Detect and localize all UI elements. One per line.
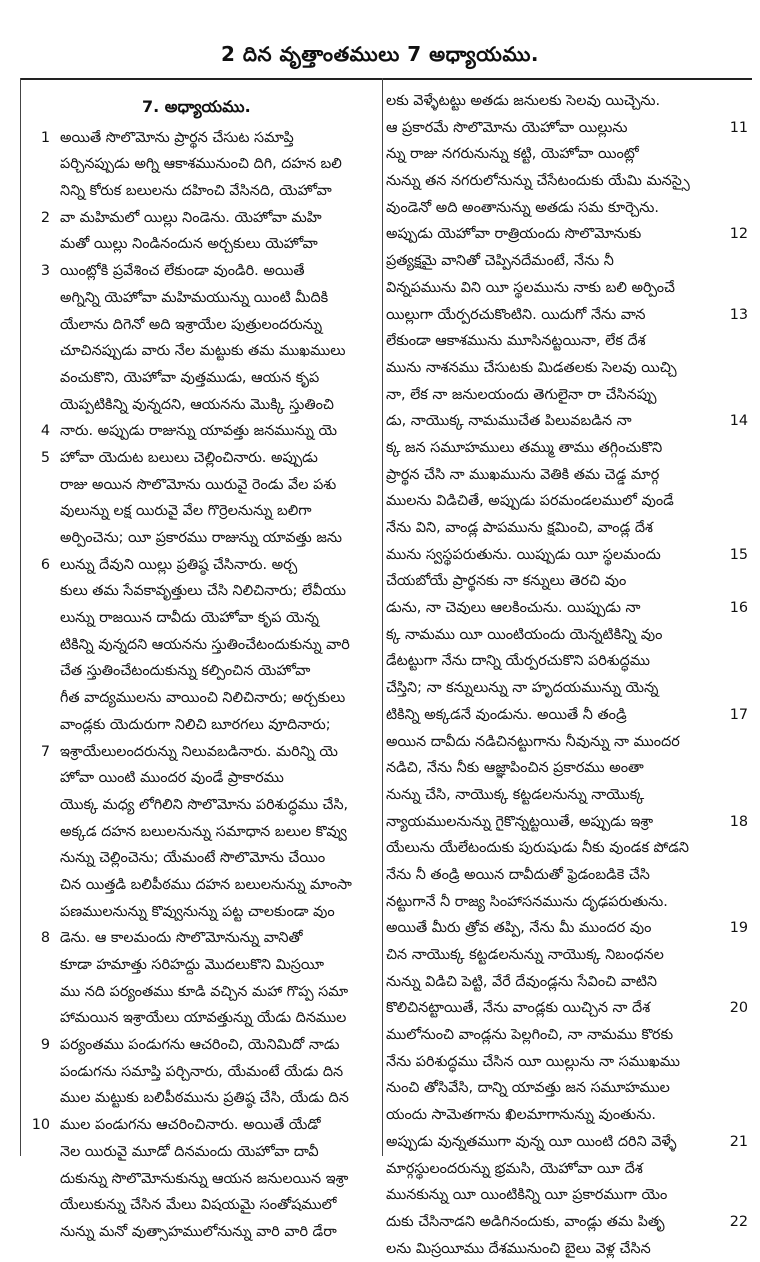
text-line xyxy=(386,1022,748,1049)
verse-number: 19 xyxy=(729,920,748,937)
text-line xyxy=(386,328,748,355)
text-line xyxy=(386,195,748,222)
line-text: నేను విని, వాండ్ల పాపమును క్షమించి, వాండ్ల దేశ xyxy=(386,520,653,536)
text-line xyxy=(386,302,748,329)
line-text: యేలాను దిగెనో అది ఇశ్రాయేల పుత్రులందరున్ను xyxy=(60,316,323,333)
verse-number: 1 xyxy=(40,129,50,146)
line-text: కొలిచినట్టాయితే, నేను వాండ్లకు యిచ్చిన నా దేశ xyxy=(386,1000,651,1017)
verse-number: 20 xyxy=(729,1000,748,1017)
line-text: చేస్తిని; నా కన్నులున్ను నా హృదయమున్ను యెన్న xyxy=(386,680,659,697)
text-line xyxy=(386,729,748,756)
line-text: ప్రార్థన చేసి నా ముఖమును వెతికి తమ చెడ్డ మార్గ xyxy=(386,466,660,483)
verse-number: 21 xyxy=(729,1133,748,1150)
text-line xyxy=(386,248,748,275)
text-line xyxy=(22,845,378,872)
text-line xyxy=(386,648,748,675)
line-text: లను మిస్రయీము దేశమునుంచి బైలు వెళ్ల చేసిన xyxy=(386,1240,651,1257)
line-text: అగ్నిన్ని యెహోవా మహిమయున్ను యింటి మీదికి xyxy=(60,289,329,306)
line-text: దుకున్ను సొలొమోనుకున్ను ఆయన జనులయిన ఇశ్రా xyxy=(60,1170,349,1187)
text-line xyxy=(22,205,378,232)
line-text: అక్కడ దహన బలులనున్ను సమాధాన బలుల కొవ్వు xyxy=(60,823,347,840)
line-text: లేకుండా ఆకాశమును మూసినట్టయినా, లేక దేశ xyxy=(386,333,646,350)
line-text: మును స్వస్థపరుతును. యిప్పుడు యీ స్థలమందు xyxy=(386,546,661,563)
text-line xyxy=(22,979,378,1006)
line-text: గీత వాద్యములను వాయించి నిలిచినారు; అర్చకులు xyxy=(60,690,346,707)
line-text: చిన యిత్తడి బలిపీఠము దహన బలులనున్ను మాంసా xyxy=(60,876,352,893)
text-line xyxy=(386,275,748,302)
text-line xyxy=(22,392,378,419)
line-text: నేను నీ తండ్రి అయిన దావీదుతో ఫ్రెడంబడికె చేసి xyxy=(386,866,650,883)
line-text: పండుగను సమాప్తి పర్చినారు, యేమంటే యేడు దిన xyxy=(60,1063,344,1080)
line-text: టికిన్ని వున్నదని ఆయనను స్తుతించేటందుకున్ను వారి xyxy=(60,636,350,653)
line-text: ఆ ప్రకారమే సొలొమోను యెహోవా యిల్లును xyxy=(386,119,628,136)
text-line xyxy=(386,462,748,489)
text-line xyxy=(386,835,748,862)
line-text: అయితే సొలొమోను ప్రార్థన చేసుట సమాప్తి xyxy=(60,129,294,146)
text-line xyxy=(386,809,748,836)
verse-number: 10 xyxy=(31,1117,50,1134)
text-line xyxy=(22,151,378,178)
line-text: టికిన్ని అక్కడనే వుండును. అయితే నీ తండ్రి xyxy=(386,706,627,723)
text-line xyxy=(22,658,378,685)
line-text: వుండెనో అది అంతానున్ను అతడు సమ కూర్చెను. xyxy=(386,199,659,216)
line-text: నా, లేక నా జనులయందు తెగులైనా రా చేసినప్పు xyxy=(386,386,657,403)
line-text: న్యాయములనున్ను గైకొన్నట్టయితే, అప్పుడు ఇశ్రా xyxy=(386,813,654,830)
verse-number: 5 xyxy=(40,449,50,466)
left-column xyxy=(22,88,378,1246)
text-line xyxy=(386,915,748,942)
line-text: మును నాశనము చేసుటకు మిడతలకు సెలవు యిచ్చి xyxy=(386,359,677,376)
line-text: వులున్ను లక్ష యిరువై వేల గొర్రెలనున్ను బలిగా xyxy=(60,503,312,520)
text-line xyxy=(22,1005,378,1032)
line-text: నెల యిరువై మూడో దినమందు యెహోవా దావీ xyxy=(60,1143,319,1160)
text-line xyxy=(386,675,748,702)
line-text: కులు తమ సేవకావృత్తులు చేసి నిలిచినారు; లేవీయు xyxy=(60,583,346,600)
text-line xyxy=(22,312,378,339)
text-line xyxy=(22,712,378,739)
line-text: వాండ్లకు యెదురుగా నిలిచి బూరగలు వూదినారు; xyxy=(60,716,331,733)
line-text: నున్ను చేసి, నాయొక్క కట్టడలనున్ను నాయొక్క xyxy=(386,786,645,803)
text-line xyxy=(22,1219,378,1246)
line-text: హామయిన ఇశ్రాయేలు యావత్తున్ను యేడు దినముల xyxy=(60,1010,347,1027)
verse-number: 4 xyxy=(40,423,50,440)
text-line xyxy=(386,595,748,622)
line-text: చేత స్తుతించేటందుకున్ను కల్పించిన యెహోవా xyxy=(60,663,311,680)
text-line xyxy=(22,899,378,926)
text-line xyxy=(386,542,748,569)
text-line xyxy=(386,355,748,382)
line-text: హోవా యెదుట బలులు చెల్లించినారు. అప్పుడు xyxy=(60,449,318,466)
line-text: ప్రత్యక్షమై వానితో చెప్పినదేమంటే, నేను నీ xyxy=(386,253,614,270)
line-text: నున్ను విడిచి పెట్టి, వేరే దేవుండ్లను సేవించి వాటిని xyxy=(386,973,658,990)
text-line xyxy=(386,942,748,969)
line-text: హోవా యింటి ముందర వుండే ప్రాకారము xyxy=(60,770,284,787)
line-text: నుంచి తోసివేసి, దాన్ని యావత్తు జన సమూహముల xyxy=(386,1080,670,1097)
text-line xyxy=(386,1156,748,1183)
text-line xyxy=(386,568,748,595)
line-text: నున్ను తన నగరులోనున్ను చేసేటందుకు యేమి మనస్సై xyxy=(386,173,690,190)
line-text: నడిచి, నేను నీకు ఆజ్ఞాపించిన ప్రకారము అంతా xyxy=(386,760,644,777)
text-line xyxy=(386,1236,748,1262)
line-text: ములోనుంచి వాండ్లను పెల్లగించి, నా నామము కొరకు xyxy=(386,1027,674,1044)
text-line xyxy=(386,115,748,142)
text-line xyxy=(22,525,378,552)
text-line xyxy=(386,382,748,409)
text-line xyxy=(22,765,378,792)
line-text: అప్పుడు వున్నతముగా వున్న యీ యింటి దరిని వెళ్ళే xyxy=(386,1133,677,1150)
text-line xyxy=(22,418,378,445)
verse-number: 15 xyxy=(729,546,748,563)
text-line xyxy=(386,221,748,248)
line-text: వా మహిమలో యిల్లు నిండెను. యెహోవా మహి xyxy=(60,209,322,226)
text-line xyxy=(22,872,378,899)
text-line xyxy=(386,755,748,782)
line-text: నట్టుగానే నీ రాజ్య సింహాసనమును దృఢపరుతును. xyxy=(386,893,668,910)
line-text: చేయబోయే ప్రార్థనకు నా కన్నులు తెరచి వుం xyxy=(386,573,627,590)
line-text: చూచినప్పుడు వారు నేల మట్టుకు తమ ముఖములు xyxy=(60,343,346,360)
line-text: నిన్ని కోరుక బలులను దహించి వేసినది, యెహోవా xyxy=(60,183,332,200)
left-border xyxy=(20,78,21,1156)
line-text: పణములనున్ను కొవ్వునున్ను పట్ట చాలకుండా వుం xyxy=(60,903,335,920)
line-text: నేను పరిశుద్ధము చేసిన యీ యిల్లును నా సముఖము xyxy=(386,1053,681,1070)
line-text: లకు వెళ్ళేటట్టు అతడు జనులకు సెలవు యిచ్చెను. xyxy=(386,93,661,109)
text-line xyxy=(386,889,748,916)
text-line xyxy=(22,338,378,365)
line-text: నున్ను మనో వుత్సాహములోనున్ను వారి వారి డేరా xyxy=(60,1223,337,1240)
line-text: ఇశ్రాయేలులందరున్ను నిలువబడినారు. మరిన్ని యె xyxy=(60,743,338,760)
text-line xyxy=(386,622,748,649)
line-text: డును, నా చెవులు ఆలకించును. యిప్పుడు నా xyxy=(386,600,641,617)
line-text: వంచుకొని, యెహోవా వుత్తముడు, ఆయన కృప xyxy=(60,369,320,386)
text-line xyxy=(22,952,378,979)
text-line xyxy=(386,995,748,1022)
text-line xyxy=(22,1139,378,1166)
line-text: మునకున్ను యీ యింటికిన్ని యీ ప్రకారముగా యెం xyxy=(386,1187,668,1204)
text-line xyxy=(22,285,378,312)
line-text: యందు సామెతగాను ఖిలమాగానున్ను వుంతును. xyxy=(386,1107,656,1124)
text-line xyxy=(22,685,378,712)
text-line xyxy=(22,445,378,472)
line-text: అర్పించెను; యీ ప్రకారము రాజున్ను యావత్తు జను xyxy=(60,530,342,546)
line-text: కూడా హమాత్తు సరిహద్దు మొదలుకొని మిస్రయీ xyxy=(60,957,325,973)
verse-number: 13 xyxy=(729,306,748,323)
line-text: న్ను రాజు నగరునున్ను కట్టి, యెహోవా యింట్లో xyxy=(386,146,639,163)
line-text: యేలుకున్ను చేసిన మేలు విషయమై సంతోషములో xyxy=(60,1197,337,1214)
line-text: మార్గస్థులందరున్ను భ్రమసి, యెహోవా యీ దేశ xyxy=(386,1160,643,1177)
verse-number: 12 xyxy=(729,226,748,243)
verse-number: 9 xyxy=(40,1037,50,1054)
text-line xyxy=(22,552,378,579)
text-line xyxy=(386,1209,748,1236)
verse-number: 7 xyxy=(40,743,50,760)
text-line xyxy=(22,1112,378,1139)
text-line xyxy=(22,578,378,605)
line-text: యిల్లుగా యేర్పరచుకొంటిని. యిదుగో నేను వాన xyxy=(386,306,646,323)
line-text: పర్యంతము పండుగను ఆచరించి, యెనిమిదో నాడు xyxy=(60,1037,340,1054)
verse-number: 17 xyxy=(729,706,748,723)
text-line xyxy=(386,1102,748,1129)
text-line xyxy=(386,1049,748,1076)
text-line xyxy=(386,515,748,542)
text-line xyxy=(386,88,748,115)
text-line xyxy=(22,498,378,525)
text-line xyxy=(22,632,378,659)
text-line xyxy=(22,178,378,205)
line-text: డు, నాయొక్క నామముచేత పిలువబడిన నా xyxy=(386,413,632,430)
text-line xyxy=(386,862,748,889)
line-text: చిన నాయొక్క కట్టడలనున్ను నాయొక్క నిబంధనల xyxy=(386,947,664,963)
column-divider xyxy=(382,78,383,1156)
text-line xyxy=(22,258,378,285)
text-line xyxy=(22,1032,378,1059)
line-text: యేలును యేలేటందుకు పురుషుడు నీకు వుండక పోడని xyxy=(386,840,689,857)
text-line xyxy=(22,819,378,846)
verse-number: 3 xyxy=(40,263,50,280)
line-text: ముల మట్టుకు బలిపీఠమును ప్రతిష్ఠ చేసి, యేడు దిన xyxy=(60,1090,349,1107)
text-line xyxy=(386,782,748,809)
line-text: లున్ను రాజయిన దావీదు యెహోవా కృప యెన్న xyxy=(60,610,319,627)
verse-number: 11 xyxy=(729,119,748,136)
text-line xyxy=(22,472,378,499)
text-line xyxy=(386,969,748,996)
text-line xyxy=(386,168,748,195)
line-text: దుకు చేసినాడని అడిగినందుకు, వాండ్లు తమ పితృ xyxy=(386,1213,665,1230)
line-text: యొక్క మధ్య లోగిలిని సొలొమోను పరిశుద్ధము చేసి, xyxy=(60,796,349,813)
running-header: 2 దిన వృత్తాంతములు 7 అధ్యాయము. xyxy=(220,42,540,66)
line-text: డేటట్టుగా నేను దాన్ని యేర్పరచుకొని పరిశుద్ధము xyxy=(386,653,651,670)
line-text: అయిన దావీదు నడిచినట్టుగాను నీవున్ను నా ముందర xyxy=(386,733,680,750)
line-text: రాజు అయిన సొలొమోను యిరువై రెండు వేల పశు xyxy=(60,476,337,493)
right-column xyxy=(386,88,748,1262)
text-line xyxy=(386,488,748,515)
line-text: లున్ను దేవుని యిల్లు ప్రతిష్ఠ చేసినారు. అర్చ xyxy=(60,556,298,573)
verse-number: 18 xyxy=(729,813,748,830)
line-text: అప్పుడు యెహోవా రాత్రియందు సొలొమోనుకు xyxy=(386,226,642,243)
text-line xyxy=(22,1059,378,1086)
line-text: క్క నామము యీ యింటియందు యెన్నటికిన్ని వుం xyxy=(386,626,663,643)
verse-number: 14 xyxy=(729,413,748,430)
line-text: యెప్పటికిన్ని వున్నదని, ఆయనను మొక్కి స్తుతించి xyxy=(60,396,334,413)
line-text: అయితే మీరు త్రోవ తప్పి, నేను మీ ముందర వుం xyxy=(386,920,652,937)
verse-number: 22 xyxy=(729,1213,748,1230)
text-line xyxy=(22,739,378,766)
line-text: పర్చినప్పుడు అగ్ని ఆకాశమునుంచి దిగి, దహన బలి xyxy=(60,156,342,173)
text-line xyxy=(22,1192,378,1219)
text-line xyxy=(386,1075,748,1102)
line-text: నారు. అప్పుడు రాజున్ను యావత్తు జనమున్ను యె xyxy=(60,423,338,440)
text-line xyxy=(22,1085,378,1112)
line-text: ము నది పర్యంతము కూడి వచ్చిన మహా గొప్ప సమా xyxy=(60,983,349,1000)
text-line xyxy=(22,125,378,152)
line-text: నున్ను చెల్లించెను; యేమంటే సొలొమోను చేయిం xyxy=(60,850,326,867)
text-line xyxy=(386,435,748,462)
header-rule xyxy=(20,78,752,80)
text-line xyxy=(22,231,378,258)
verse-number: 2 xyxy=(40,209,50,226)
line-text: విన్నపమును విని యీ స్థలమును నాకు బలి అర్పించే xyxy=(386,279,675,296)
line-text: యింట్లోకి ప్రవేశించ లేకుండా వుండిరి. అయితే xyxy=(60,263,305,280)
text-line xyxy=(22,925,378,952)
text-line xyxy=(22,605,378,632)
chapter-heading: 7. అధ్యాయము. xyxy=(142,97,251,116)
text-line xyxy=(386,141,748,168)
verse-number: 16 xyxy=(729,600,748,617)
line-text: క్క జన సమూహములు తమ్ము తాము తగ్గించుకొని xyxy=(386,439,663,456)
line-text: డెను. ఆ కాలమందు సొలొమోనున్ను వానితో xyxy=(60,930,303,947)
verse-number: 6 xyxy=(40,556,50,573)
verse-number: 8 xyxy=(40,930,50,947)
text-line xyxy=(386,408,748,435)
text-line xyxy=(386,1129,748,1156)
text-line xyxy=(386,702,748,729)
line-text: ముల పండుగను ఆచరించినారు. అయితే యేడో xyxy=(60,1117,321,1134)
text-line xyxy=(22,1166,378,1193)
text-line xyxy=(386,1182,748,1209)
line-text: మతో యిల్లు నిండినందున అర్చకులు యెహోవా xyxy=(60,236,318,253)
text-line xyxy=(22,792,378,819)
text-line xyxy=(22,365,378,392)
line-text: ములను విడిచితే, అప్పుడు పరమండలములో వుండే xyxy=(386,493,674,510)
